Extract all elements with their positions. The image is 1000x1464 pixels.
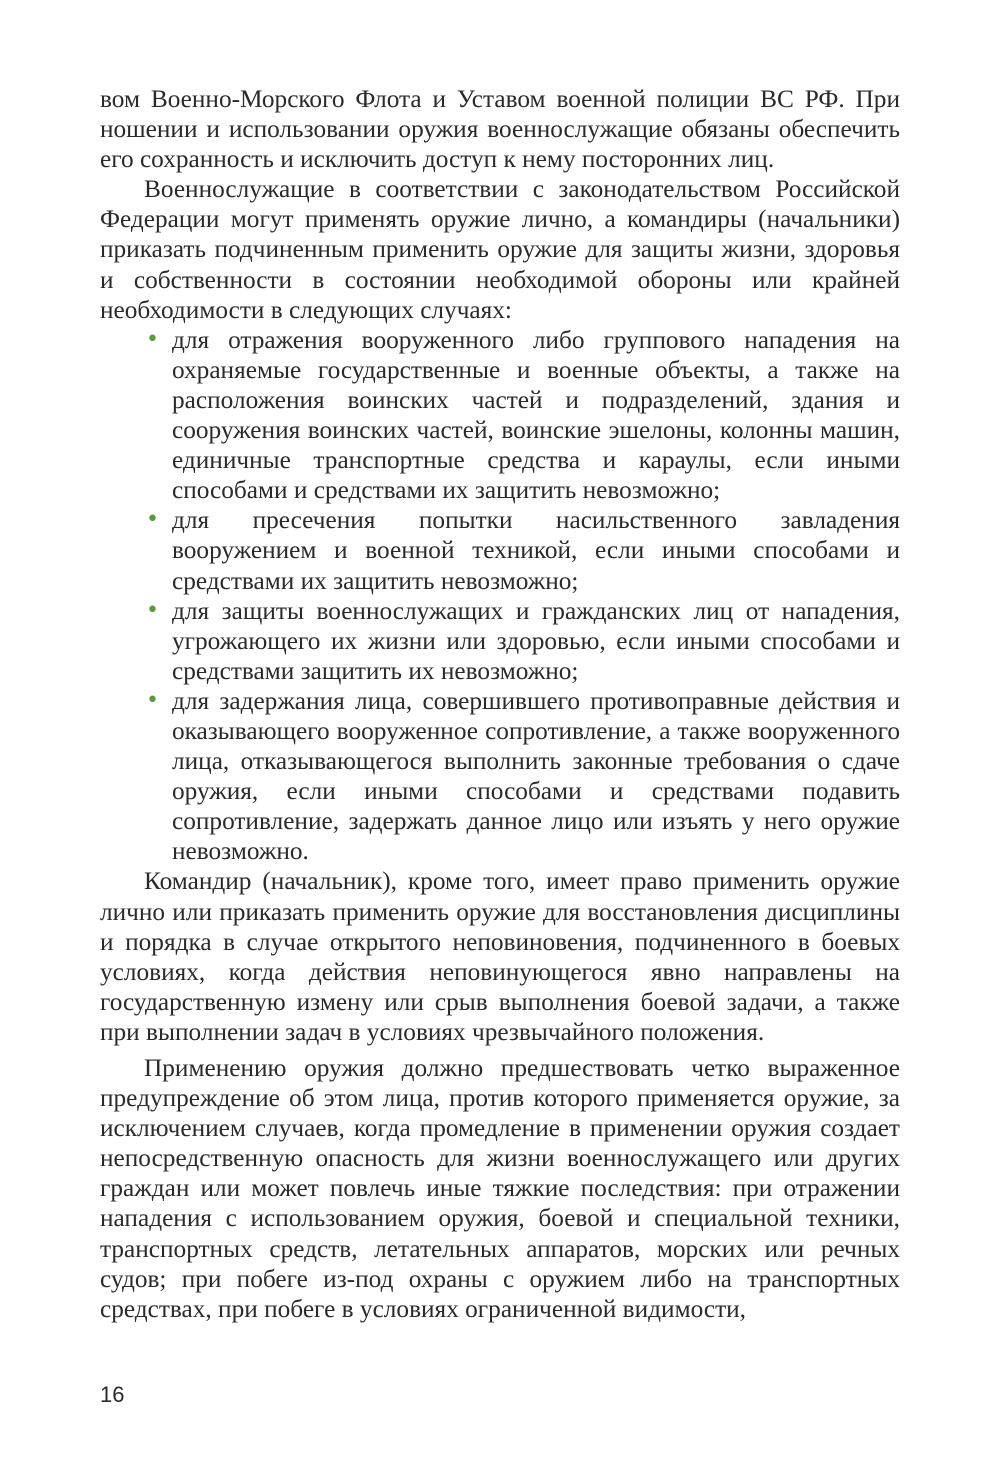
paragraph-warning: Применению оружия должно предшествовать четко выраженное предупреждение об этом лица, против которого применяется оружие, за исключением случаев, когда промедление в применении оружия создает непосредственную опасность для жизни военнослужащего или других граждан или может повлечь иные тяжкие последствия: при отражении нападения с использованием оружия, боевой и специальной техники, транспортных средств, летательных аппаратов, морских или речных судов; при побеге из-под охраны с оружием либо на транспортных средствах, при побеге в условиях ограниченной видимости,	[100, 1054, 900, 1323]
bullet-icon: •	[146, 326, 159, 352]
list-item	[100, 325, 900, 506]
page-number: 16	[100, 1382, 125, 1407]
paragraph-commander-rights: Командир (начальник), кроме того, имеет право применить оружие лично или приказать применить оружие для восстановления дисциплины и порядка в случае открытого неповиновения, подчиненного в боевых условиях, когда действия неповинующегося явно направлены на государственную измену или срыв выполнения боевой задачи, а также при выполнении задач в условиях чрезвычайного положения.	[100, 867, 900, 1046]
list-item	[100, 505, 900, 595]
list-item-text: для пресечения попытки насильственного завладения вооружением и военной техникой, если иными способами и средствами их защитить невозможно;	[172, 506, 900, 595]
list-item	[100, 596, 900, 686]
paragraph-continuation: вом Военно-Морского Флота и Уставом военной полиции ВС РФ. При ношении и использовании оружия военнослужащие обязаны обеспечить его сохранность и исключить доступ к нему посторонних лиц.	[100, 85, 900, 174]
bullet-icon: •	[146, 507, 159, 533]
body-text	[100, 84, 900, 1324]
list-item	[100, 686, 900, 867]
bullet-icon: •	[146, 687, 159, 713]
list-item-text: для отражения вооруженного либо группового нападения на охраняемые государственные и военные объекты, а также на расположения воинских частей и подразделений, здания и сооружения воинских частей, воинские эшелоны, колонны машин, единичные транспортные средства и караулы, если иными способами и средствами их защитить невозможно;	[172, 325, 900, 505]
list-item-text: для защиты военнослужащих и гражданских лиц от нападения, угрожающего их жизни или здоровью, если иными способами и средствами защитить их невозможно;	[172, 596, 900, 685]
cases-list	[100, 325, 900, 867]
bullet-icon: •	[146, 597, 159, 623]
paragraph-intro-cases: Военнослужащие в соответствии с законодательством Российской Федерации могут применять оружие лично, а командиры (начальники) приказать подчиненным применить оружие для защиты жизни, здоровья и собственности в состоянии необходимой обороны или крайней необходимости в следующих случаях:	[100, 175, 900, 324]
list-item-text: для задержания лица, совершившего противоправные действия и оказывающего вооруженное сопротивление, а также вооруженного лица, отказывающегося выполнить законные требования о сдаче оружия, если иными способами и средствами подавить сопротивление, задержать данное лицо или изъять у него оружие невозможно.	[172, 686, 900, 866]
